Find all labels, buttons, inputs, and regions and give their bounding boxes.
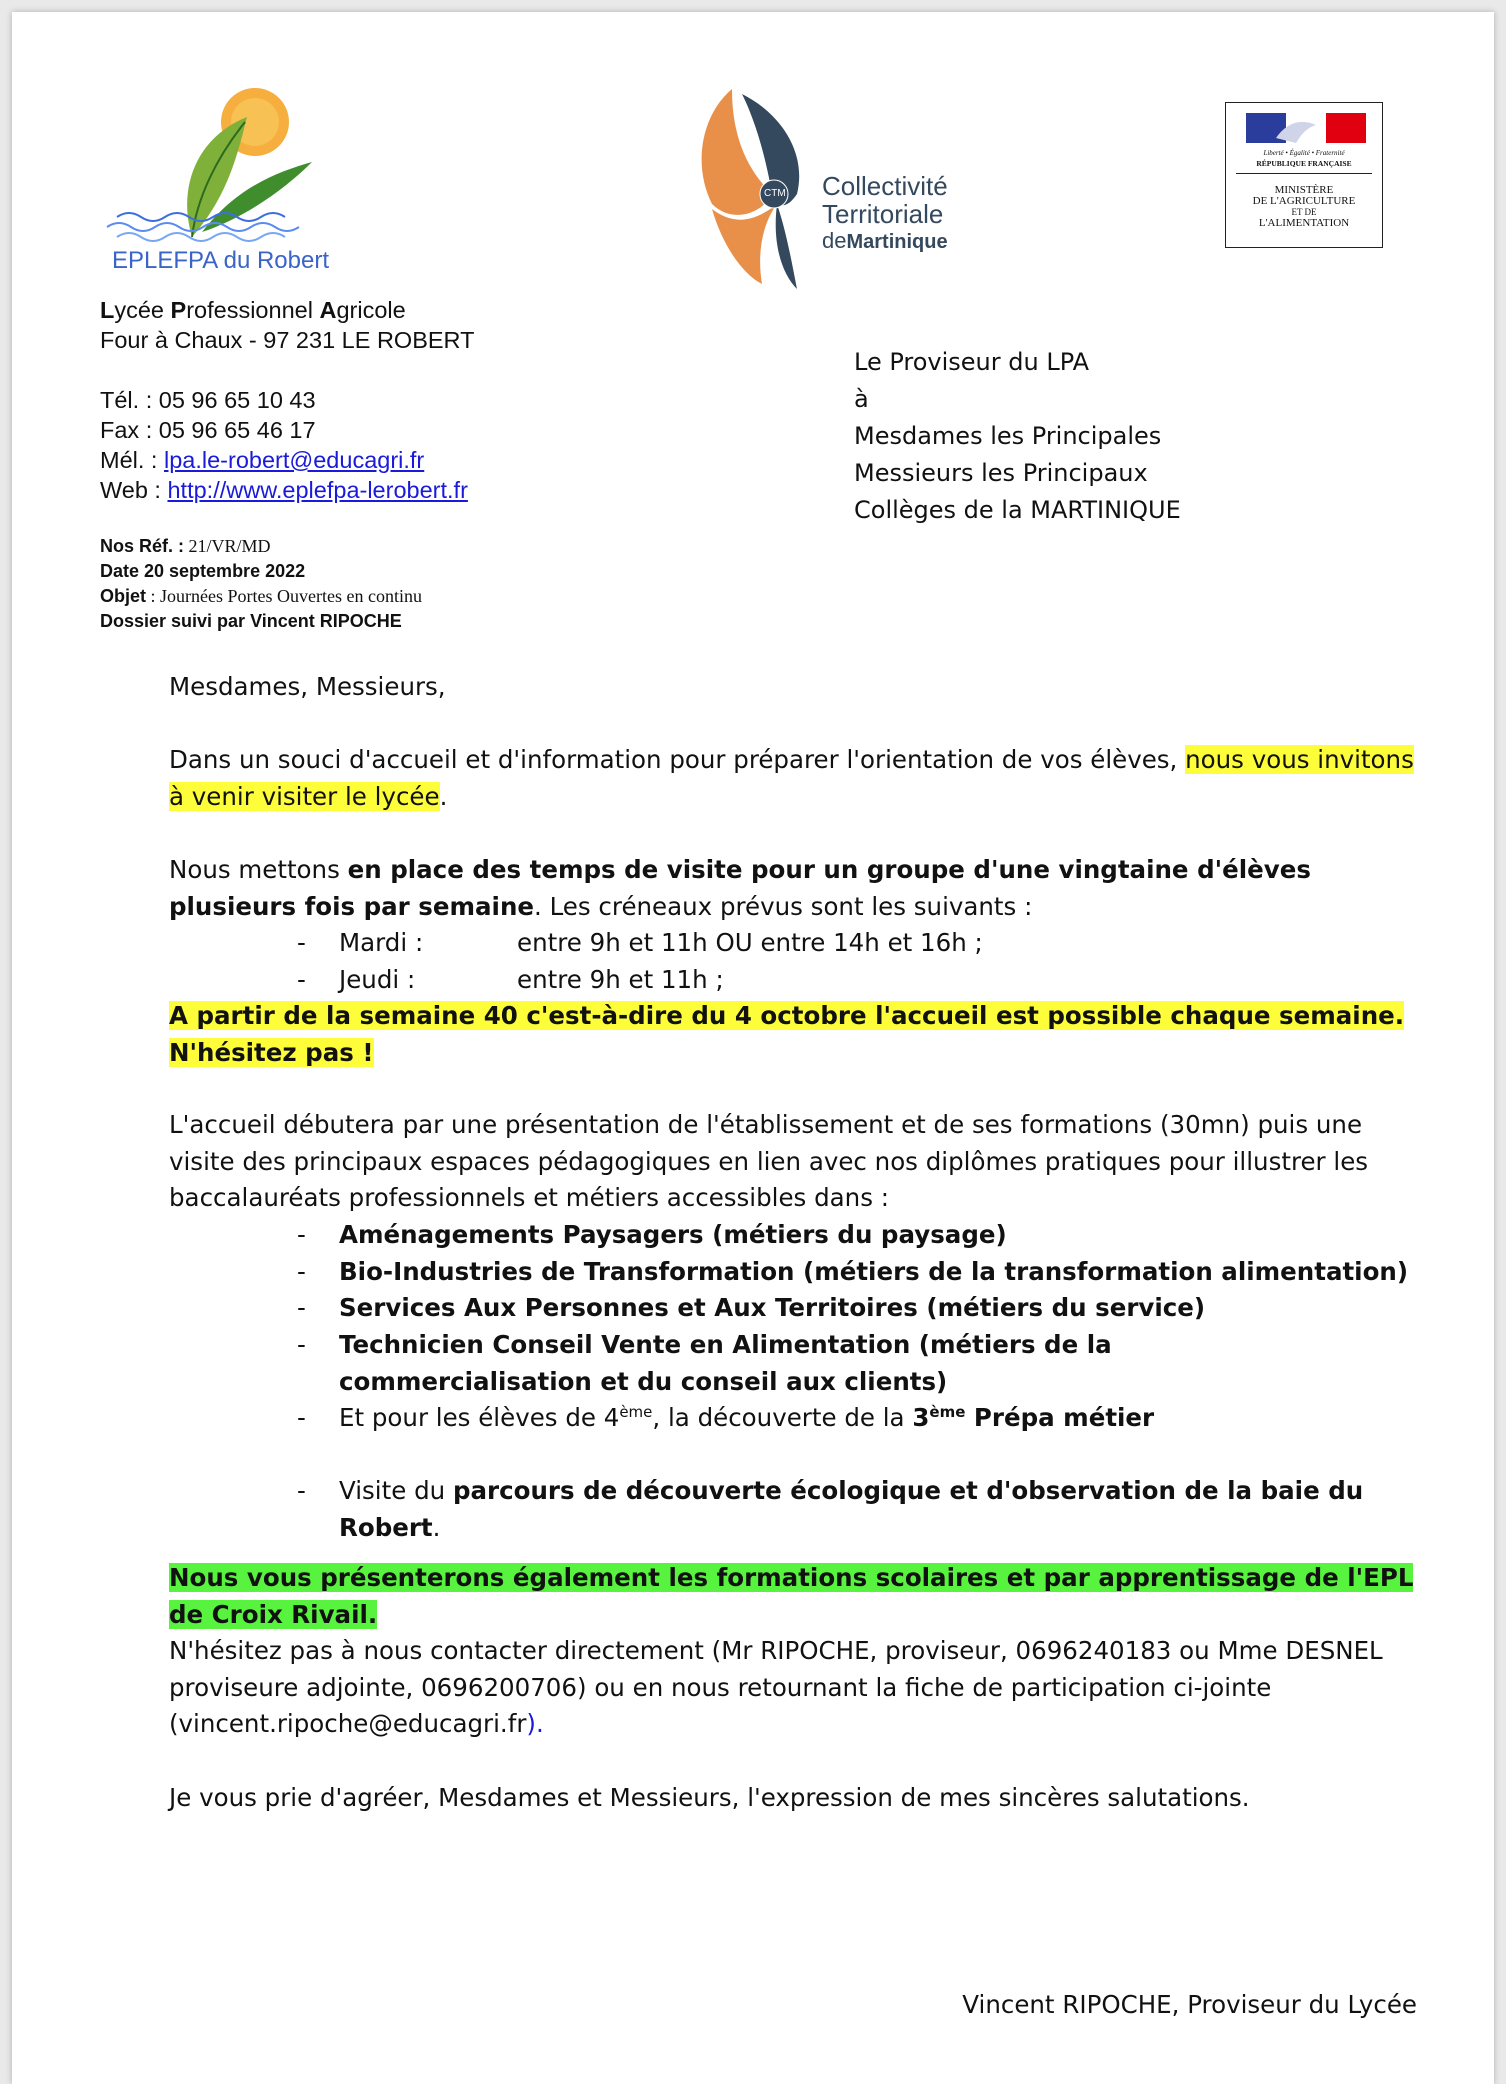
list-dash: - [297, 965, 306, 994]
school-name: Lycée Professionnel Agricole [100, 297, 406, 323]
ctm-logo [692, 84, 972, 304]
program-item-prepa: Et pour les élèves de 4ème, la découverte de la 3ème Prépa métier [339, 1402, 1155, 1432]
object-line: Objet : Journées Portes Ouvertes en continu [100, 586, 422, 606]
ctm-line3: Martinique [846, 231, 948, 253]
recipient-line: Collèges de la MARTINIQUE [854, 496, 1181, 524]
dossier-line: Dossier suivi par Vincent RIPOCHE [100, 611, 402, 631]
ctm-line3-de: de [822, 228, 847, 253]
list-dash: - [297, 1293, 306, 1322]
list-dash: - [297, 1257, 306, 1286]
ministry-motto: Liberté • Égalité • Fraternité [1263, 149, 1345, 157]
school-address: Four à Chaux - 97 231 LE ROBERT [100, 327, 475, 353]
list-dash: - [297, 928, 306, 957]
paragraph-intro: Dans un souci d'accueil et d'information pour préparer l'orientation de vos élèves, nous vous invitons à venir visiter le lycée. [169, 745, 1414, 811]
marianne-flag-icon [1246, 113, 1366, 147]
salutation: Mesdames, Messieurs, [169, 672, 446, 701]
paragraph-visits: Nous mettons en place des temps de visite pour un groupe d'une vingtaine d'élèves plusieurs fois par semaine. Les créneaux prévus sont les suivants : [169, 855, 1311, 921]
reference-block [100, 534, 660, 634]
recipient-block [854, 344, 1414, 529]
sender-block [100, 295, 660, 505]
ministry-line3: ET DE [1291, 207, 1317, 217]
letter-page [12, 12, 1494, 2084]
date-line: Date 20 septembre 2022 [100, 561, 306, 581]
list-dash: - [297, 1220, 306, 1249]
web-link[interactable]: http://www.eplefpa-lerobert.fr [167, 477, 468, 503]
paragraph-contact: N'hésitez pas à nous contacter directement (Mr RIPOCHE, proviseur, 0696240183 ou Mme DESNEL proviseure adjointe, 0696200706) ou en nous retournant la fiche de participation ci-jointe (vincent.ripoche@educagri.fr). [169, 1636, 1383, 1738]
eplefpa-logo [97, 77, 357, 277]
ctm-line2: Territoriale [822, 199, 944, 229]
ministry-line2: DE L'AGRICULTURE [1252, 195, 1356, 207]
ministry-line1: MINISTÈRE [1274, 184, 1334, 196]
paragraph-welcome: L'accueil débutera par une présentation de l'établissement et de ses formations (30mn) puis une visite des principaux espaces pédagogiques en lien avec nos diplômes pratiques pour illustrer les baccalauréats professionnels et métiers accessibles dans : [169, 1110, 1369, 1212]
mel-link[interactable]: lpa.le-robert@educagri.fr [163, 447, 425, 473]
program-item: Aménagements Paysagers (métiers du paysage) [339, 1220, 1007, 1249]
ministry-logo [1225, 102, 1383, 248]
school-fax: Fax : 05 96 65 46 17 [100, 417, 316, 443]
slot-tuesday: Mardi : entre 9h et 11h OU entre 14h et 16h ; [339, 928, 983, 957]
program-item: Bio-Industries de Transformation (métiers de la transformation alimentation) [339, 1257, 1409, 1286]
ministry-line4: L'ALIMENTATION [1258, 217, 1350, 229]
ref-line: Nos Réf. : 21/VR/MD [100, 536, 271, 556]
list-dash: - [297, 1476, 306, 1505]
notice-week40: A partir de la semaine 40 c'est-à-dire du 4 octobre l'accueil est possible chaque semaine. N'hésitez pas ! [169, 1001, 1405, 1067]
ctm-butterfly-icon [692, 84, 812, 294]
program-item: Technicien Conseil Vente en Alimentation (métiers de la commercialisation et du conseil aux clients) [339, 1330, 1112, 1396]
program-item: Services Aux Personnes et Aux Territoires (métiers du service) [339, 1293, 1206, 1322]
slot-thursday: Jeudi : entre 9h et 11h ; [339, 965, 724, 994]
school-web: Web : http://www.eplefpa-lerobert.fr [100, 477, 468, 503]
notice-croix-rivail: Nous vous présenterons également les formations scolaires et par apprentissage de l'EPL de Croix Rivail. [169, 1563, 1414, 1629]
ctm-badge: CTM [764, 188, 786, 199]
ministry-republic: RÉPUBLIQUE FRANÇAISE [1256, 159, 1352, 168]
closing: Je vous prie d'agréer, Mesdames et Messieurs, l'expression de mes sincères salutations. [169, 1783, 1250, 1812]
ctm-line1: Collectivité [822, 171, 948, 201]
eplefpa-name: EPLEFPA du Robert [112, 247, 330, 274]
program-item-visit: Visite du parcours de découverte écologique et d'observation de la baie du Robert. [339, 1476, 1364, 1542]
signature: Vincent RIPOCHE, Proviseur du Lycée [962, 1990, 1417, 2019]
eplefpa-leaf-sun-icon [97, 77, 357, 247]
recipient-line: Messieurs les Principaux [854, 459, 1148, 487]
recipient-line: Le Proviseur du LPA [854, 348, 1090, 376]
list-dash: - [297, 1330, 306, 1359]
list-dash: - [297, 1403, 306, 1432]
recipient-line: à [854, 385, 869, 413]
school-tel: Tél. : 05 96 65 10 43 [100, 387, 316, 413]
recipient-line: Mesdames les Principales [854, 422, 1162, 450]
school-mel: Mél. : lpa.le-robert@educagri.fr [100, 447, 425, 473]
